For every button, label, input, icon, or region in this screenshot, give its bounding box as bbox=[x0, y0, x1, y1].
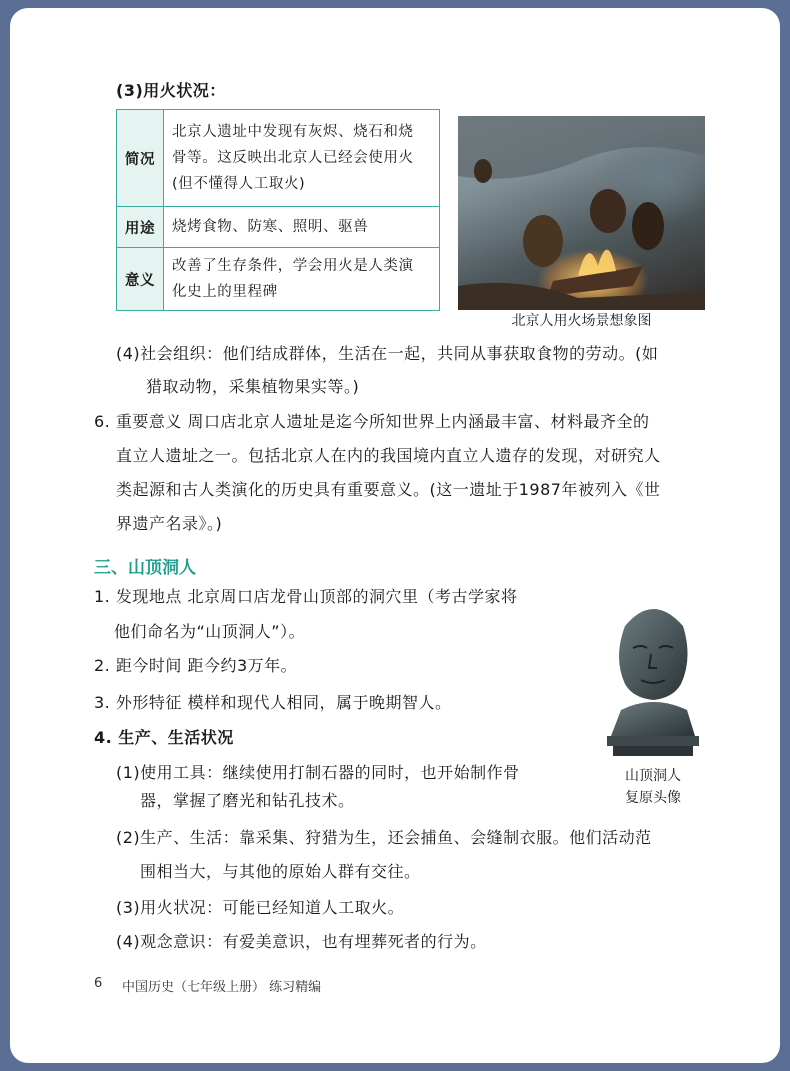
appearance-line: 3. 外形特征 模样和现代人相同，属于晚期智人。 bbox=[94, 693, 452, 712]
page-number: 6 bbox=[94, 976, 103, 991]
significance-line-4: 界遗产名录》。) bbox=[116, 514, 223, 533]
row-head: 用途 bbox=[117, 207, 164, 248]
significance-line-1: 6. 重要意义 周口店北京人遗址是迄今所知世界上内涵最丰富、材料最齐全的 bbox=[94, 412, 650, 431]
bust-caption-line-1: 山顶洞人 bbox=[625, 768, 681, 784]
fire-scene-image bbox=[458, 116, 705, 310]
fire-image-caption: 北京人用火场景想象图 bbox=[511, 313, 652, 329]
time-line: 2. 距今时间 距今约3万年。 bbox=[94, 656, 298, 675]
tools-line-1: (1)使用工具：继续使用打制石器的同时，也开始制作骨 bbox=[116, 763, 520, 782]
life-line-2: 围相当大，与其他的原始人群有交往。 bbox=[140, 862, 421, 881]
row-content bbox=[164, 248, 440, 311]
location-line-2: 他们命名为“山顶洞人”）。 bbox=[114, 622, 306, 641]
row-content bbox=[164, 110, 440, 207]
production-heading: 4. 生产、生活状况 bbox=[94, 728, 234, 747]
fire-line: (3)用火状况：可能已经知道人工取火。 bbox=[116, 898, 405, 917]
cell-line: 烧烤食物、防寒、照明、驱兽 bbox=[172, 219, 369, 235]
belief-line: (4)观念意识：有爱美意识，也有埋葬死者的行为。 bbox=[116, 932, 487, 951]
bust-caption-line-2: 复原头像 bbox=[625, 790, 681, 806]
tools-line-2: 器，掌握了磨光和钻孔技术。 bbox=[140, 791, 355, 810]
row-content bbox=[164, 207, 440, 248]
cell-line: 骨等。这反映出北京人已经会使用火 bbox=[172, 150, 414, 166]
significance-line-2: 直立人遗址之一。包括北京人在内的我国境内直立人遗存的发现，对研究人 bbox=[116, 446, 661, 465]
social-org-line-2: 猎取动物，采集植物果实等。) bbox=[146, 377, 360, 396]
life-line-1: (2)生产、生活：靠采集、狩猎为生，还会捕鱼、会缝制衣服。他们活动范 bbox=[116, 828, 652, 847]
table-row bbox=[117, 207, 440, 248]
row-head: 意义 bbox=[117, 248, 164, 311]
table-row bbox=[117, 110, 440, 207]
fire-scene-illustration bbox=[458, 116, 705, 310]
significance-line-3: 类起源和古人类演化的历史具有重要意义。(这一遗址于1987年被列入《世 bbox=[116, 480, 661, 499]
location-line-1: 1. 发现地点 北京周口店龙骨山顶部的洞穴里（考古学家将 bbox=[94, 587, 518, 606]
social-org-line-1: (4)社会组织：他们结成群体，生活在一起，共同从事获取食物的劳动。(如 bbox=[116, 344, 659, 363]
cell-line: 化史上的里程碑 bbox=[172, 284, 278, 300]
cell-line: 北京人遗址中发现有灰烬、烧石和烧 bbox=[172, 124, 414, 140]
bust-illustration bbox=[603, 598, 703, 758]
book-title: 中国历史（七年级上册） 练习精编 bbox=[122, 980, 322, 995]
row-head: 简况 bbox=[117, 110, 164, 207]
page bbox=[10, 8, 780, 1063]
table-row bbox=[117, 248, 440, 311]
fire-usage-table bbox=[116, 109, 440, 311]
fire-usage-title: (3)用火状况： bbox=[116, 81, 226, 100]
section-title: 三、山顶洞人 bbox=[94, 558, 196, 578]
cell-line: 改善了生存条件，学会用火是人类演 bbox=[172, 258, 414, 274]
bust-image bbox=[603, 598, 703, 758]
cell-line: (但不懂得人工取火) bbox=[172, 176, 306, 192]
